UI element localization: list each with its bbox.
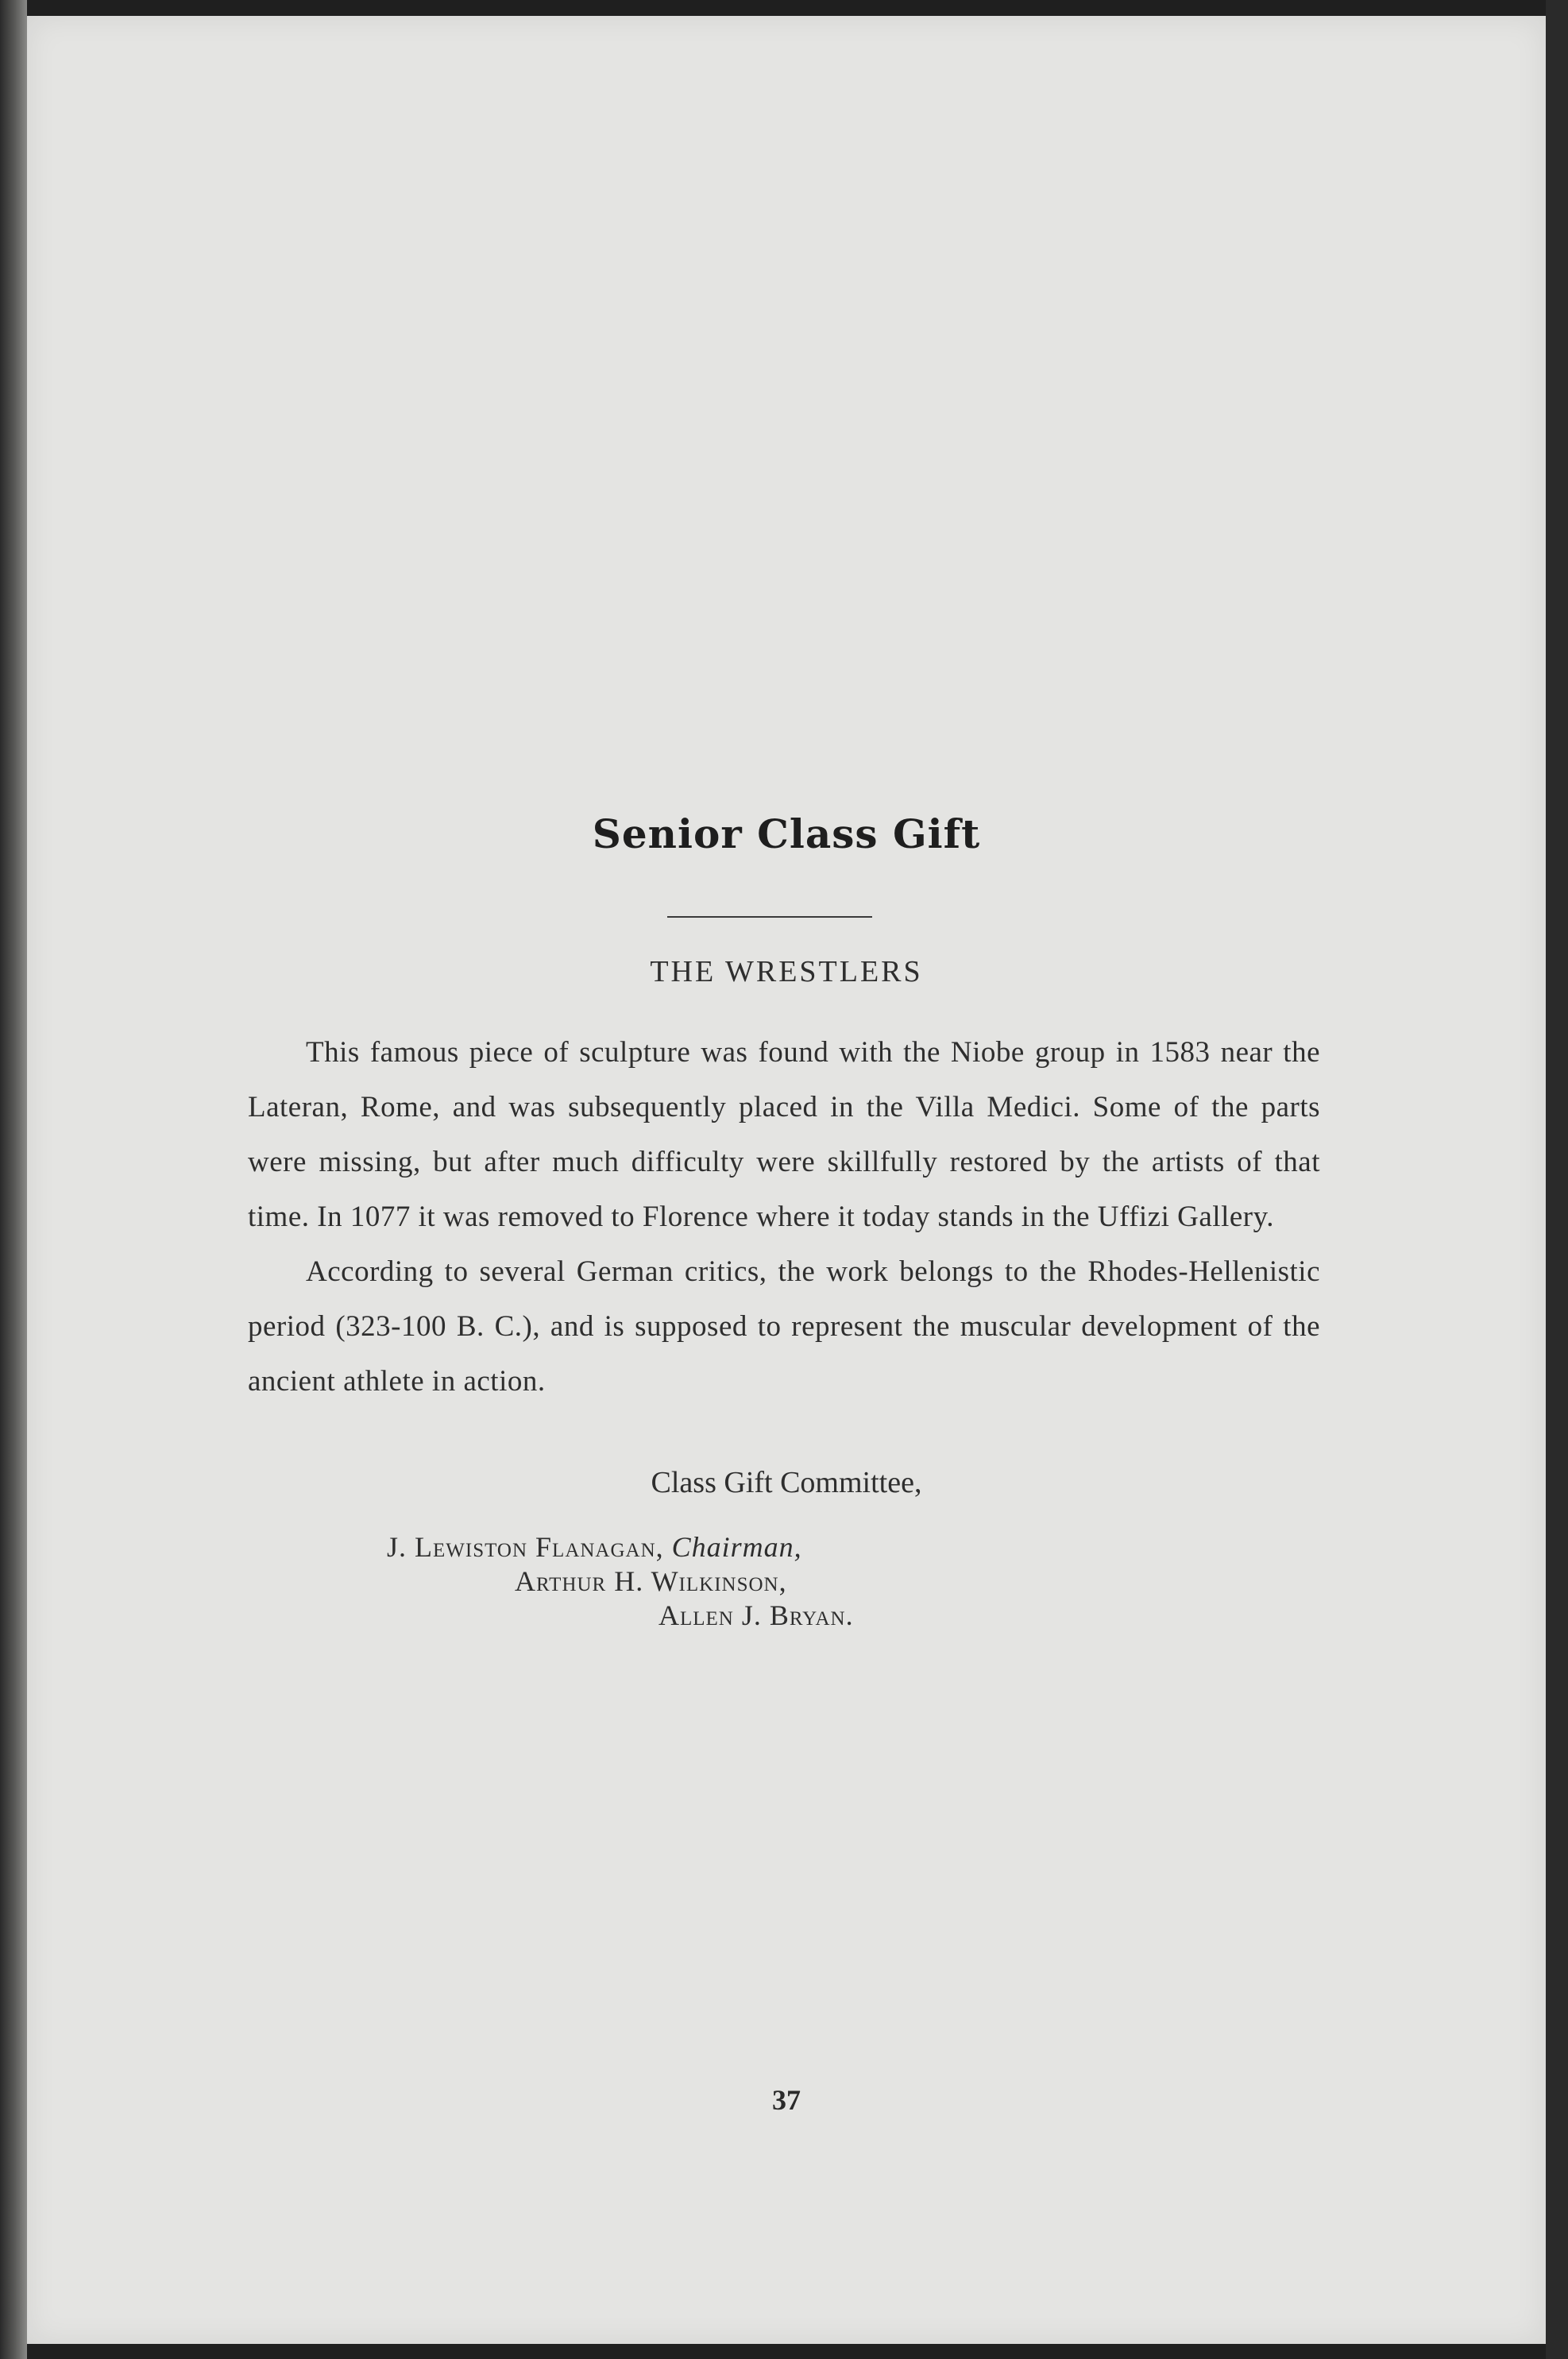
signature-role: Chairman, — [671, 1531, 802, 1563]
signature-chairman — [387, 1530, 802, 1564]
page-number: 37 — [772, 2084, 801, 2116]
signature-member-2 — [515, 1564, 787, 1598]
body-text — [248, 1025, 1320, 1409]
book-page — [27, 16, 1546, 2344]
page-title: Senior Class Gift — [592, 810, 981, 857]
signature-name: Allen J. Bryan. — [658, 1599, 854, 1631]
paragraph-2: According to several German critics, the work belongs to the Rhodes-Hellenistic period (323-100 B. C.), and is supposed to represent the muscular development of the ancient athlete in action. — [248, 1255, 1320, 1398]
signature-name: J. Lewiston Flanagan, — [387, 1531, 664, 1563]
title-divider — [667, 916, 872, 918]
page-edge — [1546, 0, 1568, 2359]
section-subtitle: THE WRESTLERS — [650, 955, 923, 988]
page-content — [27, 16, 1546, 2344]
paragraph-1: This famous piece of sculpture was found with the Niobe group in 1583 near the Lateran, Rome, and was subsequently placed in the Villa Medici. Some of the parts were missing, but after much difficulty were skillfully restored by the artists of that time. In 1077 it was removed to Florence where it today stands in the Uffizi Gallery. — [248, 1036, 1320, 1233]
book-spine — [0, 0, 27, 2359]
committee-label: Class Gift Committee, — [651, 1466, 922, 1499]
signature-name: Arthur H. Wilkinson, — [515, 1565, 787, 1597]
signature-member-3 — [658, 1599, 854, 1632]
